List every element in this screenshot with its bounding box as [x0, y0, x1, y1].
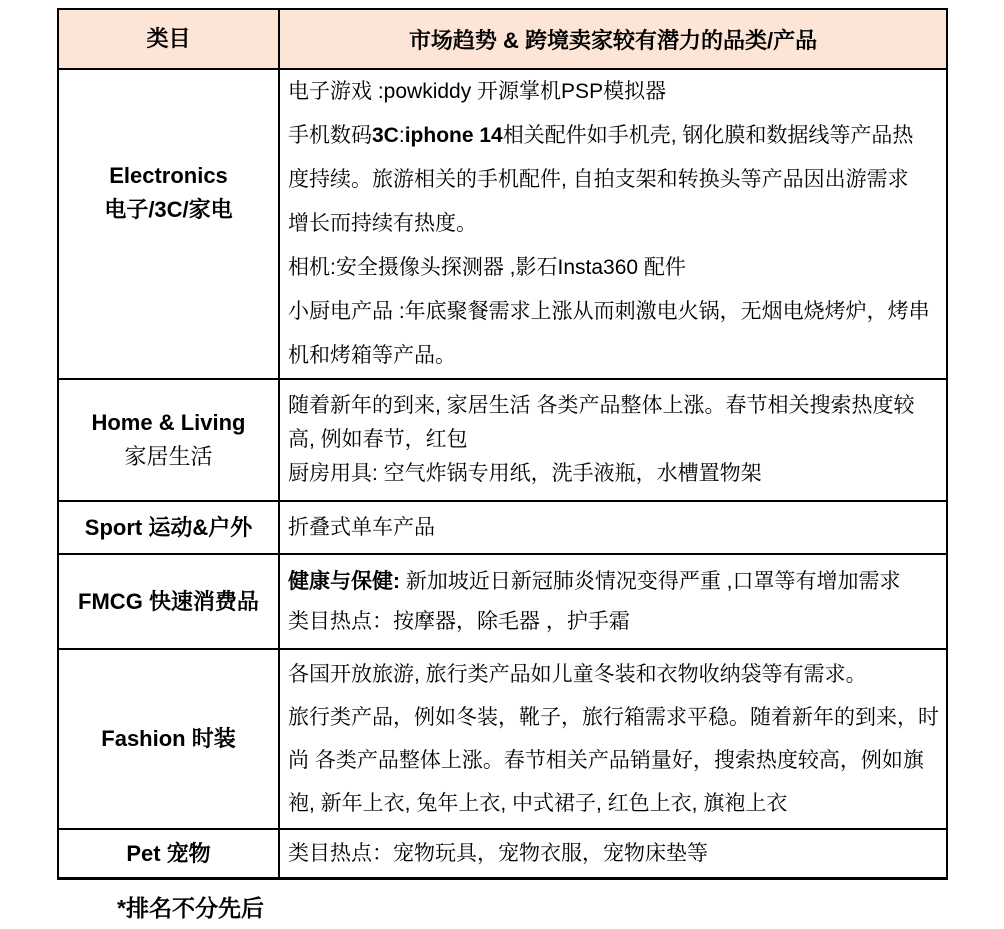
text-line: 旅行类产品，例如冬装，靴子，旅行箱需求平稳。随着新年的到来，时 — [288, 706, 939, 729]
text-line: Electronics — [109, 163, 228, 188]
text-line: 高, 例如春节，红包 — [288, 428, 468, 451]
text-line: 机和烤箱等产品。 — [288, 344, 456, 367]
text-line: Fashion 时装 — [101, 726, 236, 751]
text-line: 类目热点：按摩器，除毛器 ，护手霜 — [288, 609, 630, 633]
table-header-row — [59, 10, 946, 70]
text-line: 电子游戏 :powkiddy 开源掌机PSP模拟器 — [288, 80, 667, 103]
text-line: 电子/3C/家电 — [104, 197, 233, 222]
content-cell-home-living — [280, 380, 946, 500]
category-cell-sport — [59, 502, 280, 553]
category-cell-electronics — [59, 70, 280, 378]
table-row-electronics — [59, 70, 946, 380]
text-line: Pet 宠物 — [126, 840, 211, 866]
footnote-ranking-disclaimer: *排名不分先后 — [117, 895, 264, 921]
text-line: Home & Living — [91, 410, 246, 435]
table-row-fashion — [59, 650, 946, 830]
text-line: 折叠式单车产品 — [288, 515, 435, 539]
text-line: 袍, 新年上衣, 兔年上衣, 中式裙子, 红色上衣, 旗袍上衣 — [288, 792, 788, 815]
table-row-pet — [59, 830, 946, 877]
text-line: 家居生活 — [124, 444, 213, 469]
content-cell-fashion — [280, 650, 946, 828]
header-cell-trends — [280, 10, 946, 68]
content-cell-fmcg — [280, 555, 946, 648]
content-cell-sport — [280, 502, 946, 553]
text-line: FMCG 快速消费品 — [78, 588, 259, 614]
table-row-home-living — [59, 380, 946, 502]
text-line: 各国开放旅游, 旅行类产品如儿童冬装和衣物收纳袋等有需求。 — [288, 663, 867, 686]
text-line: 尚 各类产品整体上涨。春节相关产品销量好，搜索热度较高，例如旗 — [288, 749, 924, 772]
text-line: 厨房用具: 空气炸锅专用纸，洗手液瓶，水槽置物架 — [288, 462, 762, 485]
text-line: 随着新年的到来, 家居生活 各类产品整体上涨。春节相关搜索热度较 — [288, 394, 915, 417]
text-line: 相机:安全摄像头探测器 ,影石Insta360 配件 — [288, 256, 686, 279]
category-cell-fmcg — [59, 555, 280, 648]
text-line: 健康与保健: 新加坡近日新冠肺炎情况变得严重 ,口罩等有增加需求 — [288, 569, 901, 593]
header-category-label: 类目 — [146, 26, 191, 51]
category-cell-pet — [59, 830, 280, 877]
category-cell-home-living — [59, 380, 280, 500]
header-trends-label: 市场趋势 & 跨境卖家较有潜力的品类/产品 — [408, 27, 818, 53]
table-row-fmcg — [59, 555, 946, 650]
content-cell-electronics — [280, 70, 946, 378]
text-line: 手机数码3C:iphone 14相关配件如手机壳, 钢化膜和数据线等产品热 — [288, 124, 914, 147]
table-row-sport — [59, 502, 946, 555]
text-line: Sport 运动&户外 — [84, 514, 253, 540]
market-trends-table — [57, 8, 948, 880]
text-line: 类目热点：宠物玩具，宠物衣服，宠物床垫等 — [288, 841, 708, 865]
content-cell-pet — [280, 830, 946, 877]
text-line: 度持续。旅游相关的手机配件, 自拍支架和转换头等产品因出游需求 — [288, 168, 909, 191]
header-cell-category — [59, 10, 280, 68]
category-cell-fashion — [59, 650, 280, 828]
text-line: 小厨电产品 :年底聚餐需求上涨从而刺激电火锅，无烟电烧烤炉，烤串 — [288, 300, 930, 323]
text-line: 增长而持续有热度。 — [288, 212, 477, 235]
